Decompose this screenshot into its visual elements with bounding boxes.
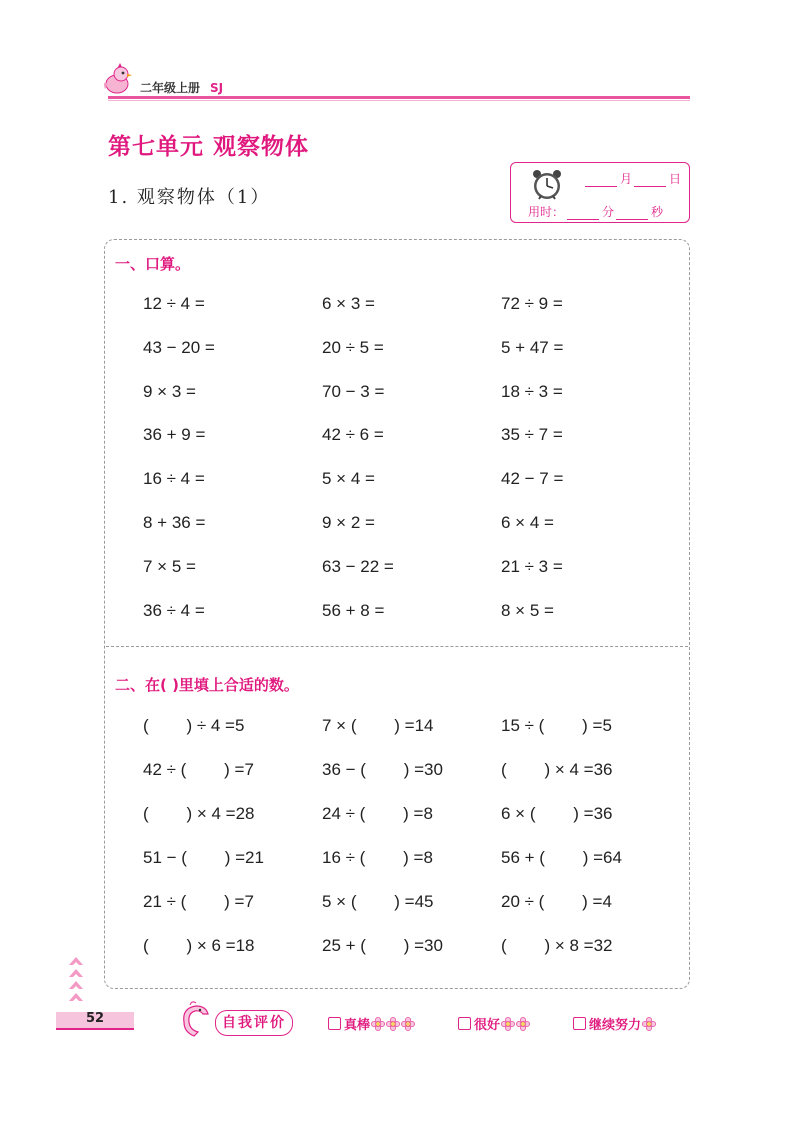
fill-blank-item: 7 × ( ) =14 bbox=[322, 716, 434, 735]
rating-great[interactable] bbox=[328, 1014, 415, 1033]
fill-blank-item: ( ) × 8 =32 bbox=[501, 936, 613, 955]
calc-item: 70 − 3 = bbox=[322, 381, 385, 401]
fill-blank-item: ( ) × 4 =28 bbox=[143, 804, 255, 823]
section1-title: 一、口算。 bbox=[115, 255, 191, 273]
calc-item: 7 × 5 = bbox=[143, 556, 196, 576]
fill-blank-item: 15 ÷ ( ) =5 bbox=[501, 716, 612, 735]
calc-item: 12 ÷ 4 = bbox=[143, 294, 205, 313]
edition-label: SJ bbox=[210, 81, 224, 95]
rating-great-checkbox[interactable] bbox=[328, 1017, 341, 1030]
calc-item: 6 × 3 = bbox=[322, 294, 375, 313]
rating-keep-trying-label: 继续努力 bbox=[589, 1018, 642, 1033]
calc-item: 20 ÷ 5 = bbox=[322, 337, 384, 357]
alarm-clock-icon bbox=[530, 168, 564, 202]
rating-keep-trying-checkbox[interactable] bbox=[573, 1017, 586, 1030]
fill-blank-item: 36 − ( ) =30 bbox=[322, 760, 443, 779]
page-number-underline bbox=[56, 1028, 134, 1030]
flower-icon bbox=[516, 1017, 530, 1031]
second-label: 秒 bbox=[651, 205, 664, 219]
unit-title: 第七单元 观察物体 bbox=[108, 133, 310, 160]
calc-item: 63 − 22 = bbox=[322, 556, 394, 576]
calc-item: 6 × 4 = bbox=[501, 513, 554, 532]
fill-blank-item: 21 ÷ ( ) =7 bbox=[143, 892, 254, 911]
fill-blank-item: ( ) × 4 =36 bbox=[501, 760, 613, 779]
section-divider bbox=[106, 646, 688, 647]
fill-blank-item: 51 − ( ) =21 bbox=[143, 848, 264, 867]
time-label: 用时： bbox=[528, 205, 565, 219]
fill-blank-item: 5 × ( ) =45 bbox=[322, 892, 434, 911]
calc-item: 42 − 7 = bbox=[501, 469, 564, 489]
calc-item: 5 + 47 = bbox=[501, 337, 564, 357]
rating-keep-trying[interactable] bbox=[573, 1014, 656, 1033]
fill-blank-item: ( ) ÷ 4 =5 bbox=[143, 716, 245, 735]
flower-icon bbox=[371, 1017, 385, 1031]
calc-item: 43 − 20 = bbox=[143, 337, 215, 357]
fill-blank-item: 56 + ( ) =64 bbox=[501, 848, 622, 867]
calc-item: 9 × 2 = bbox=[322, 513, 375, 532]
rating-good-checkbox[interactable] bbox=[458, 1017, 471, 1030]
calc-item: 42 ÷ 6 = bbox=[322, 425, 384, 445]
fill-blank-item: 20 ÷ ( ) =4 bbox=[501, 892, 612, 911]
chevron-up-icon bbox=[66, 955, 86, 1005]
date-field[interactable] bbox=[582, 170, 681, 187]
page-number: 52 bbox=[86, 1011, 105, 1026]
flower-icon bbox=[501, 1017, 515, 1031]
flower-icon bbox=[642, 1017, 656, 1031]
calc-item: 36 ÷ 4 = bbox=[143, 600, 205, 620]
fill-blank-item: 24 ÷ ( ) =8 bbox=[322, 804, 433, 823]
lesson-title: 1. 观察物体（1） bbox=[108, 187, 271, 208]
calc-item: 9 × 3 = bbox=[143, 381, 196, 401]
minute-label: 分 bbox=[602, 205, 615, 219]
header-grade bbox=[140, 79, 223, 96]
calc-item: 18 ÷ 3 = bbox=[501, 381, 563, 401]
self-eval-label: 自我评价 bbox=[215, 1010, 293, 1036]
calc-item: 72 ÷ 9 = bbox=[501, 294, 563, 313]
section2-title: 二、在( )里填上合适的数。 bbox=[115, 676, 299, 694]
header-divider-thin bbox=[108, 100, 690, 101]
fill-blank-item: 6 × ( ) =36 bbox=[501, 804, 613, 823]
calc-item: 16 ÷ 4 = bbox=[143, 469, 205, 489]
rating-great-label: 真棒 bbox=[344, 1018, 371, 1033]
rating-good-label: 很好 bbox=[474, 1018, 501, 1033]
calc-item: 8 × 5 = bbox=[501, 600, 554, 620]
fill-blank-item: 42 ÷ ( ) =7 bbox=[143, 760, 254, 779]
calc-item: 35 ÷ 7 = bbox=[501, 425, 563, 445]
calc-item: 5 × 4 = bbox=[322, 469, 375, 489]
time-field[interactable] bbox=[528, 203, 663, 220]
header-divider bbox=[108, 96, 690, 99]
fill-blank-item: 16 ÷ ( ) =8 bbox=[322, 848, 433, 867]
day-label: 日 bbox=[669, 172, 682, 186]
calc-item: 8 + 36 = bbox=[143, 513, 206, 532]
dolphin-icon bbox=[178, 1000, 212, 1038]
calc-item: 36 + 9 = bbox=[143, 425, 206, 445]
calc-item: 21 ÷ 3 = bbox=[501, 556, 563, 576]
cartoon-bird-icon bbox=[100, 62, 134, 96]
flower-icon bbox=[401, 1017, 415, 1031]
fill-blank-item: 25 + ( ) =30 bbox=[322, 936, 443, 955]
month-label: 月 bbox=[620, 172, 633, 186]
grade-label: 二年级上册 bbox=[140, 81, 201, 95]
fill-blank-item: ( ) × 6 =18 bbox=[143, 936, 255, 955]
flower-icon bbox=[386, 1017, 400, 1031]
calc-item: 56 + 8 = bbox=[322, 600, 385, 620]
rating-good[interactable] bbox=[458, 1014, 530, 1033]
